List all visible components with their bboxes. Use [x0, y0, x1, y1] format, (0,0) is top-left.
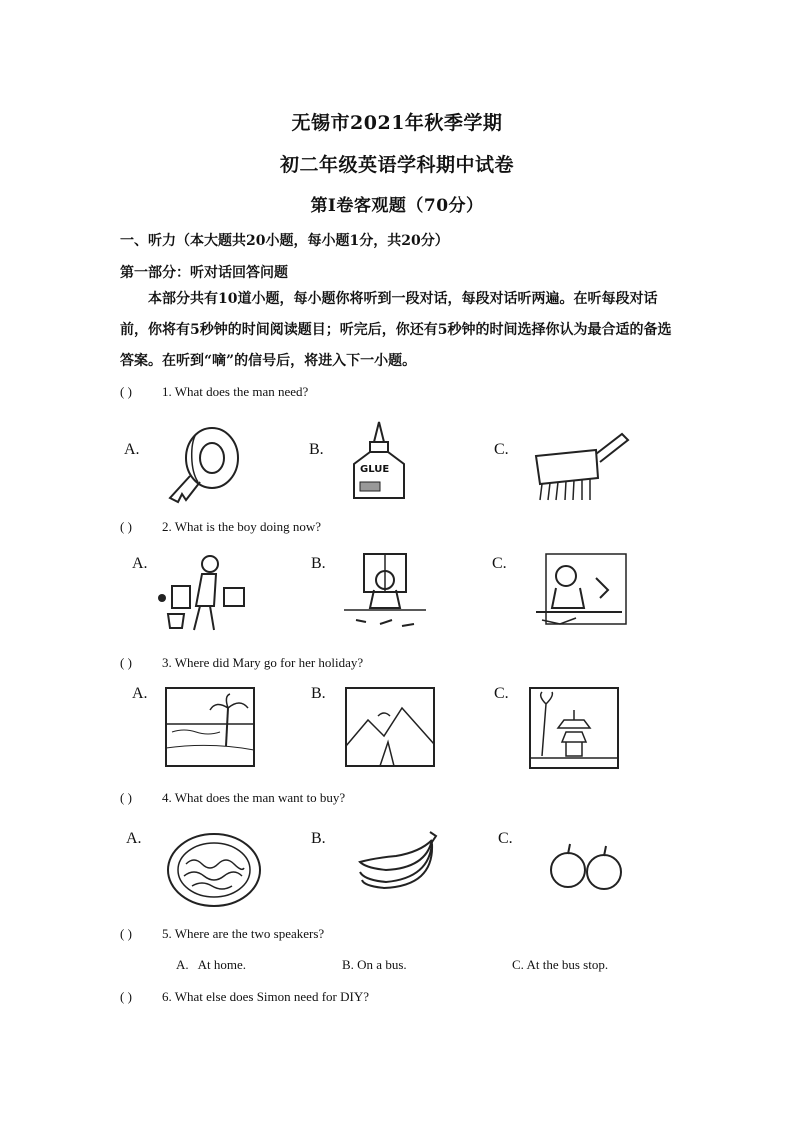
noodles-plate-image: [164, 828, 264, 910]
option-letter-b: B.: [311, 555, 326, 572]
pagoda-image: [528, 686, 620, 770]
exam-title-line2: 初二年级英语学科期中试卷: [279, 154, 514, 176]
answer-blank[interactable]: ( ): [120, 790, 132, 805]
section-heading: 一、听力（本大题共20小题，每小题1分，共20分）: [120, 233, 449, 249]
question-text: 4. What does the man want to buy?: [162, 790, 346, 805]
q5-option-b[interactable]: B. On a bus.: [342, 957, 407, 972]
glue-label: GLUE: [360, 464, 390, 475]
question-5: [120, 926, 324, 942]
boy-at-window-image: [340, 550, 430, 636]
bananas-image: [356, 828, 442, 890]
q5-option-c[interactable]: C. At the bus stop.: [512, 957, 609, 972]
option-letter-c: C.: [494, 685, 509, 702]
boy-cleaning-image: [150, 550, 260, 636]
exam-title-line1: 无锡市2021年秋季学期: [291, 112, 503, 134]
question-1: [120, 384, 308, 400]
tape-roll-image: [160, 418, 250, 504]
part-heading: 第一部分：听对话回答问题: [120, 265, 288, 281]
instructions-text: 本部分共有10道小题，每小题你将听到一段对话，每段对话听两遍。在听每段对话前，你将有5秒钟的时间阅读题目；听完后，你还有5秒钟的时间选择你认为最合适的备选答案。在听到“嘀”的信号后，将进入下一小题。: [120, 291, 672, 369]
q5-option-a[interactable]: A. At home.: [176, 957, 247, 972]
question-3: [120, 655, 363, 671]
question-2: [120, 519, 321, 535]
apples-image: [548, 838, 624, 894]
question-4: [120, 790, 345, 806]
exam-title-line3: 第Ⅰ卷客观题（70分）: [310, 196, 484, 216]
beach-image: [164, 686, 256, 768]
option-letter-b: B.: [309, 441, 324, 458]
glue-bottle-image: [344, 420, 414, 502]
option-letter-c: C.: [494, 441, 509, 458]
option-letter-a: A.: [126, 830, 142, 847]
question-text: 3. Where did Mary go for her holiday?: [162, 655, 364, 670]
brush-image: [526, 420, 636, 504]
mountains-image: [344, 686, 436, 768]
answer-blank[interactable]: ( ): [120, 655, 132, 670]
answer-blank[interactable]: ( ): [120, 519, 132, 534]
option-letter-b: B.: [311, 830, 326, 847]
question-text: 2. What is the boy doing now?: [162, 519, 321, 534]
instructions-paragraph: [120, 284, 680, 377]
answer-blank[interactable]: ( ): [120, 926, 132, 941]
question-text: 5. Where are the two speakers?: [162, 926, 325, 941]
option-letter-a: A.: [132, 685, 148, 702]
option-letter-c: C.: [492, 555, 507, 572]
option-letter-b: B.: [311, 685, 326, 702]
option-letter-c: C.: [498, 830, 513, 847]
boy-at-desk-image: [526, 550, 636, 636]
question-text: 1. What does the man need?: [162, 384, 309, 399]
question-6: [120, 989, 369, 1005]
option-letter-a: A.: [124, 441, 140, 458]
option-letter-a: A.: [132, 555, 148, 572]
answer-blank[interactable]: ( ): [120, 384, 132, 399]
answer-blank[interactable]: ( ): [120, 989, 132, 1004]
question-text: 6. What else does Simon need for DIY?: [162, 989, 369, 1004]
